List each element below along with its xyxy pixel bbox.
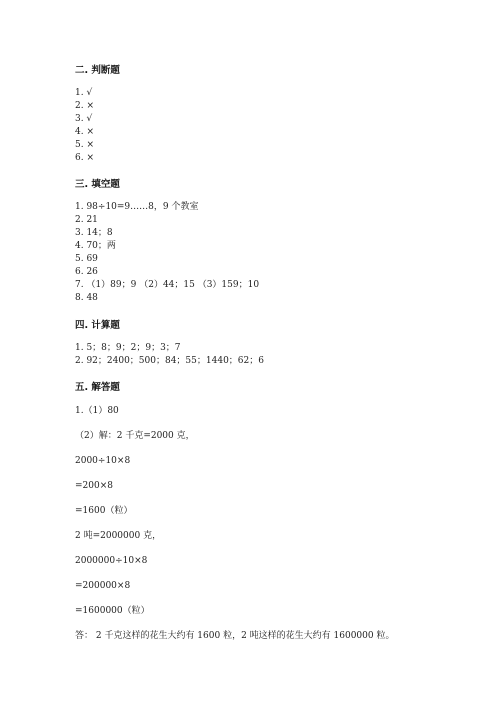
- section-title-solve: 五. 解答题: [75, 382, 120, 393]
- fill-answer-3: 3. 14；8: [75, 228, 113, 238]
- fill-answer-2: 2. 21: [75, 215, 98, 225]
- solve-line-4: =200×8: [75, 481, 113, 491]
- fill-answer-4: 4. 70；两: [75, 241, 116, 251]
- solve-line-3: 2000÷10×8: [75, 456, 131, 466]
- fill-answer-6: 6. 26: [75, 267, 98, 277]
- calc-answer-2: 2. 92；2400；500；84；55；1440；62；6: [75, 356, 264, 366]
- fill-answer-5: 5. 69: [75, 254, 98, 264]
- solve-line-1: 1.（1）80: [75, 406, 119, 416]
- judge-answer-4: 4. ×: [75, 127, 94, 137]
- solve-line-8: =200000×8: [75, 581, 131, 591]
- judge-answer-1: 1. √: [75, 88, 93, 98]
- judge-answer-6: 6. ×: [75, 153, 94, 163]
- calc-answer-1: 1. 5；8；9；2；9；3；7: [75, 343, 181, 353]
- judge-answer-3: 3. √: [75, 114, 93, 124]
- judge-answer-5: 5. ×: [75, 140, 94, 150]
- solve-line-7: 2000000÷10×8: [75, 556, 148, 566]
- solve-line-9: =1600000（粒）: [75, 606, 150, 616]
- solve-answer-statement: 答： 2 千克这样的花生大约有 1600 粒，2 吨这样的花生大约有 1600000 粒。: [75, 631, 395, 641]
- solve-line-5: =1600（粒）: [75, 506, 133, 516]
- section-title-judge: 二. 判断题: [75, 65, 120, 76]
- solve-line-2: （2）解：2 千克=2000 克，: [75, 431, 195, 441]
- fill-answer-1: 1. 98÷10=9……8，9 个教室: [75, 202, 199, 212]
- fill-answer-7: 7. （1）89；9 （2）44；15 （3）159；10: [75, 280, 260, 290]
- solve-line-6: 2 吨=2000000 克，: [75, 531, 162, 541]
- section-title-calc: 四. 计算题: [75, 320, 120, 331]
- fill-answer-8: 8. 48: [75, 293, 98, 303]
- judge-answer-2: 2. ×: [75, 101, 94, 111]
- section-title-fill: 三. 填空题: [75, 179, 120, 190]
